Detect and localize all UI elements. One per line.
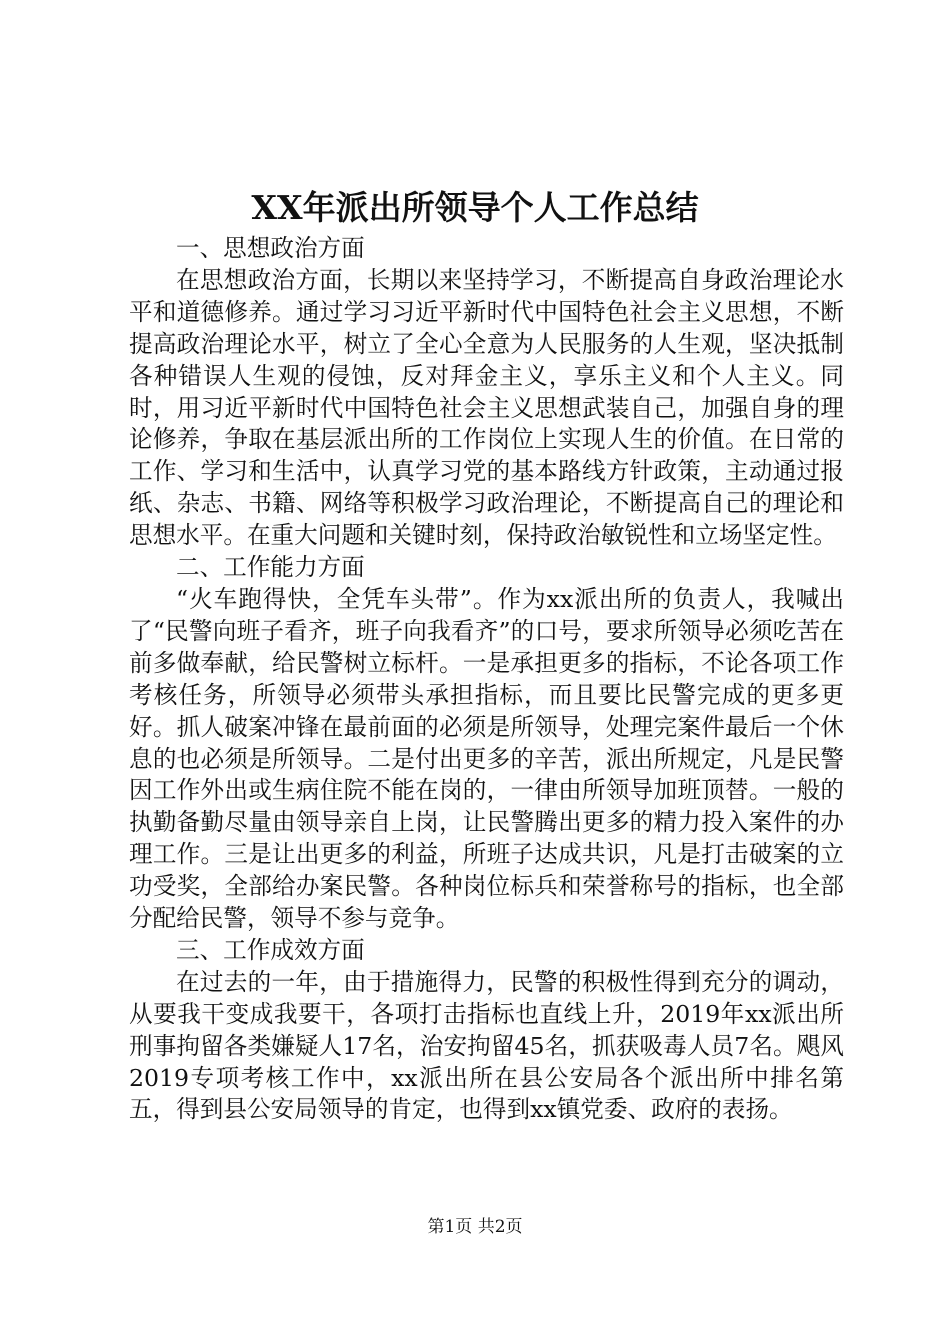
section-paragraph-1: 在思想政治方面，长期以来坚持学习，不断提高自身政治理论水平和道德修养。通过学习习近平新时代中国特色社会主义思想，不断提高政治理论水平，树立了全心全意为人民服务的人生观，坚决抵制各种错误人生观的侵蚀，反对拜金主义，享乐主义和个人主义。同时，用习近平新时代中国特色社会主义思想武装自己，加强自身的理论修养，争取在基层派出所的工作岗位上实现人生的价值。在日常的工作、学习和生活中，认真学习党的基本路线方针政策，主动通过报纸、杂志、书籍、网络等积极学习政治理论，不断提高自己的理论和思想水平。在重大问题和关键时刻，保持政治敏锐性和立场坚定性。 <box>129 265 844 550</box>
page-number-footer: 第1页 共2页 <box>427 1217 523 1237</box>
section-heading-3: 三、工作成效方面 <box>176 935 365 964</box>
document-title: XX年派出所领导个人工作总结 <box>251 188 699 227</box>
document-body <box>129 233 844 1126</box>
section-heading-2: 二、工作能力方面 <box>176 553 365 582</box>
section-paragraph-2: “火车跑得快，全凭车头带”。作为xx派出所的负责人，我喊出了“民警向班子看齐，班子向我看齐”的口号，要求所领导必须吃苦在前多做奉献，给民警树立标杆。一是承担更多的指标，不论各项工作考核任务，所领导必须带头承担指标，而且要比民警完成的更多更好。抓人破案冲锋在最前面的必须是所领导，处理完案件最后一个休息的也必须是所领导。二是付出更多的辛苦，派出所规定，凡是民警因工作外出或生病住院不能在岗的，一律由所领导加班顶替。一般的执勤备勤尽量由领导亲自上岗，让民警腾出更多的精力投入案件的办理工作。三是让出更多的利益，所班子达成共识，凡是打击破案的立功受奖，全部给办案民警。各种岗位标兵和荣誉称号的指标，也全部分配给民警，领导不参与竞争。 <box>129 584 844 933</box>
section-heading-1: 一、思想政治方面 <box>176 234 365 262</box>
section-paragraph-3: 在过去的一年，由于措施得力，民警的积极性得到充分的调动，从要我干变成我要干，各项打击指标也直线上升，2019年xx派出所刑事拘留各类嫌疑人17名，治安拘留45名，抓获吸毒人员7名。飓风2019专项考核工作中，xx派出所在县公安局各个派出所中排名第五，得到县公安局领导的肯定，也得到xx镇党委、政府的表扬。 <box>129 967 844 1124</box>
